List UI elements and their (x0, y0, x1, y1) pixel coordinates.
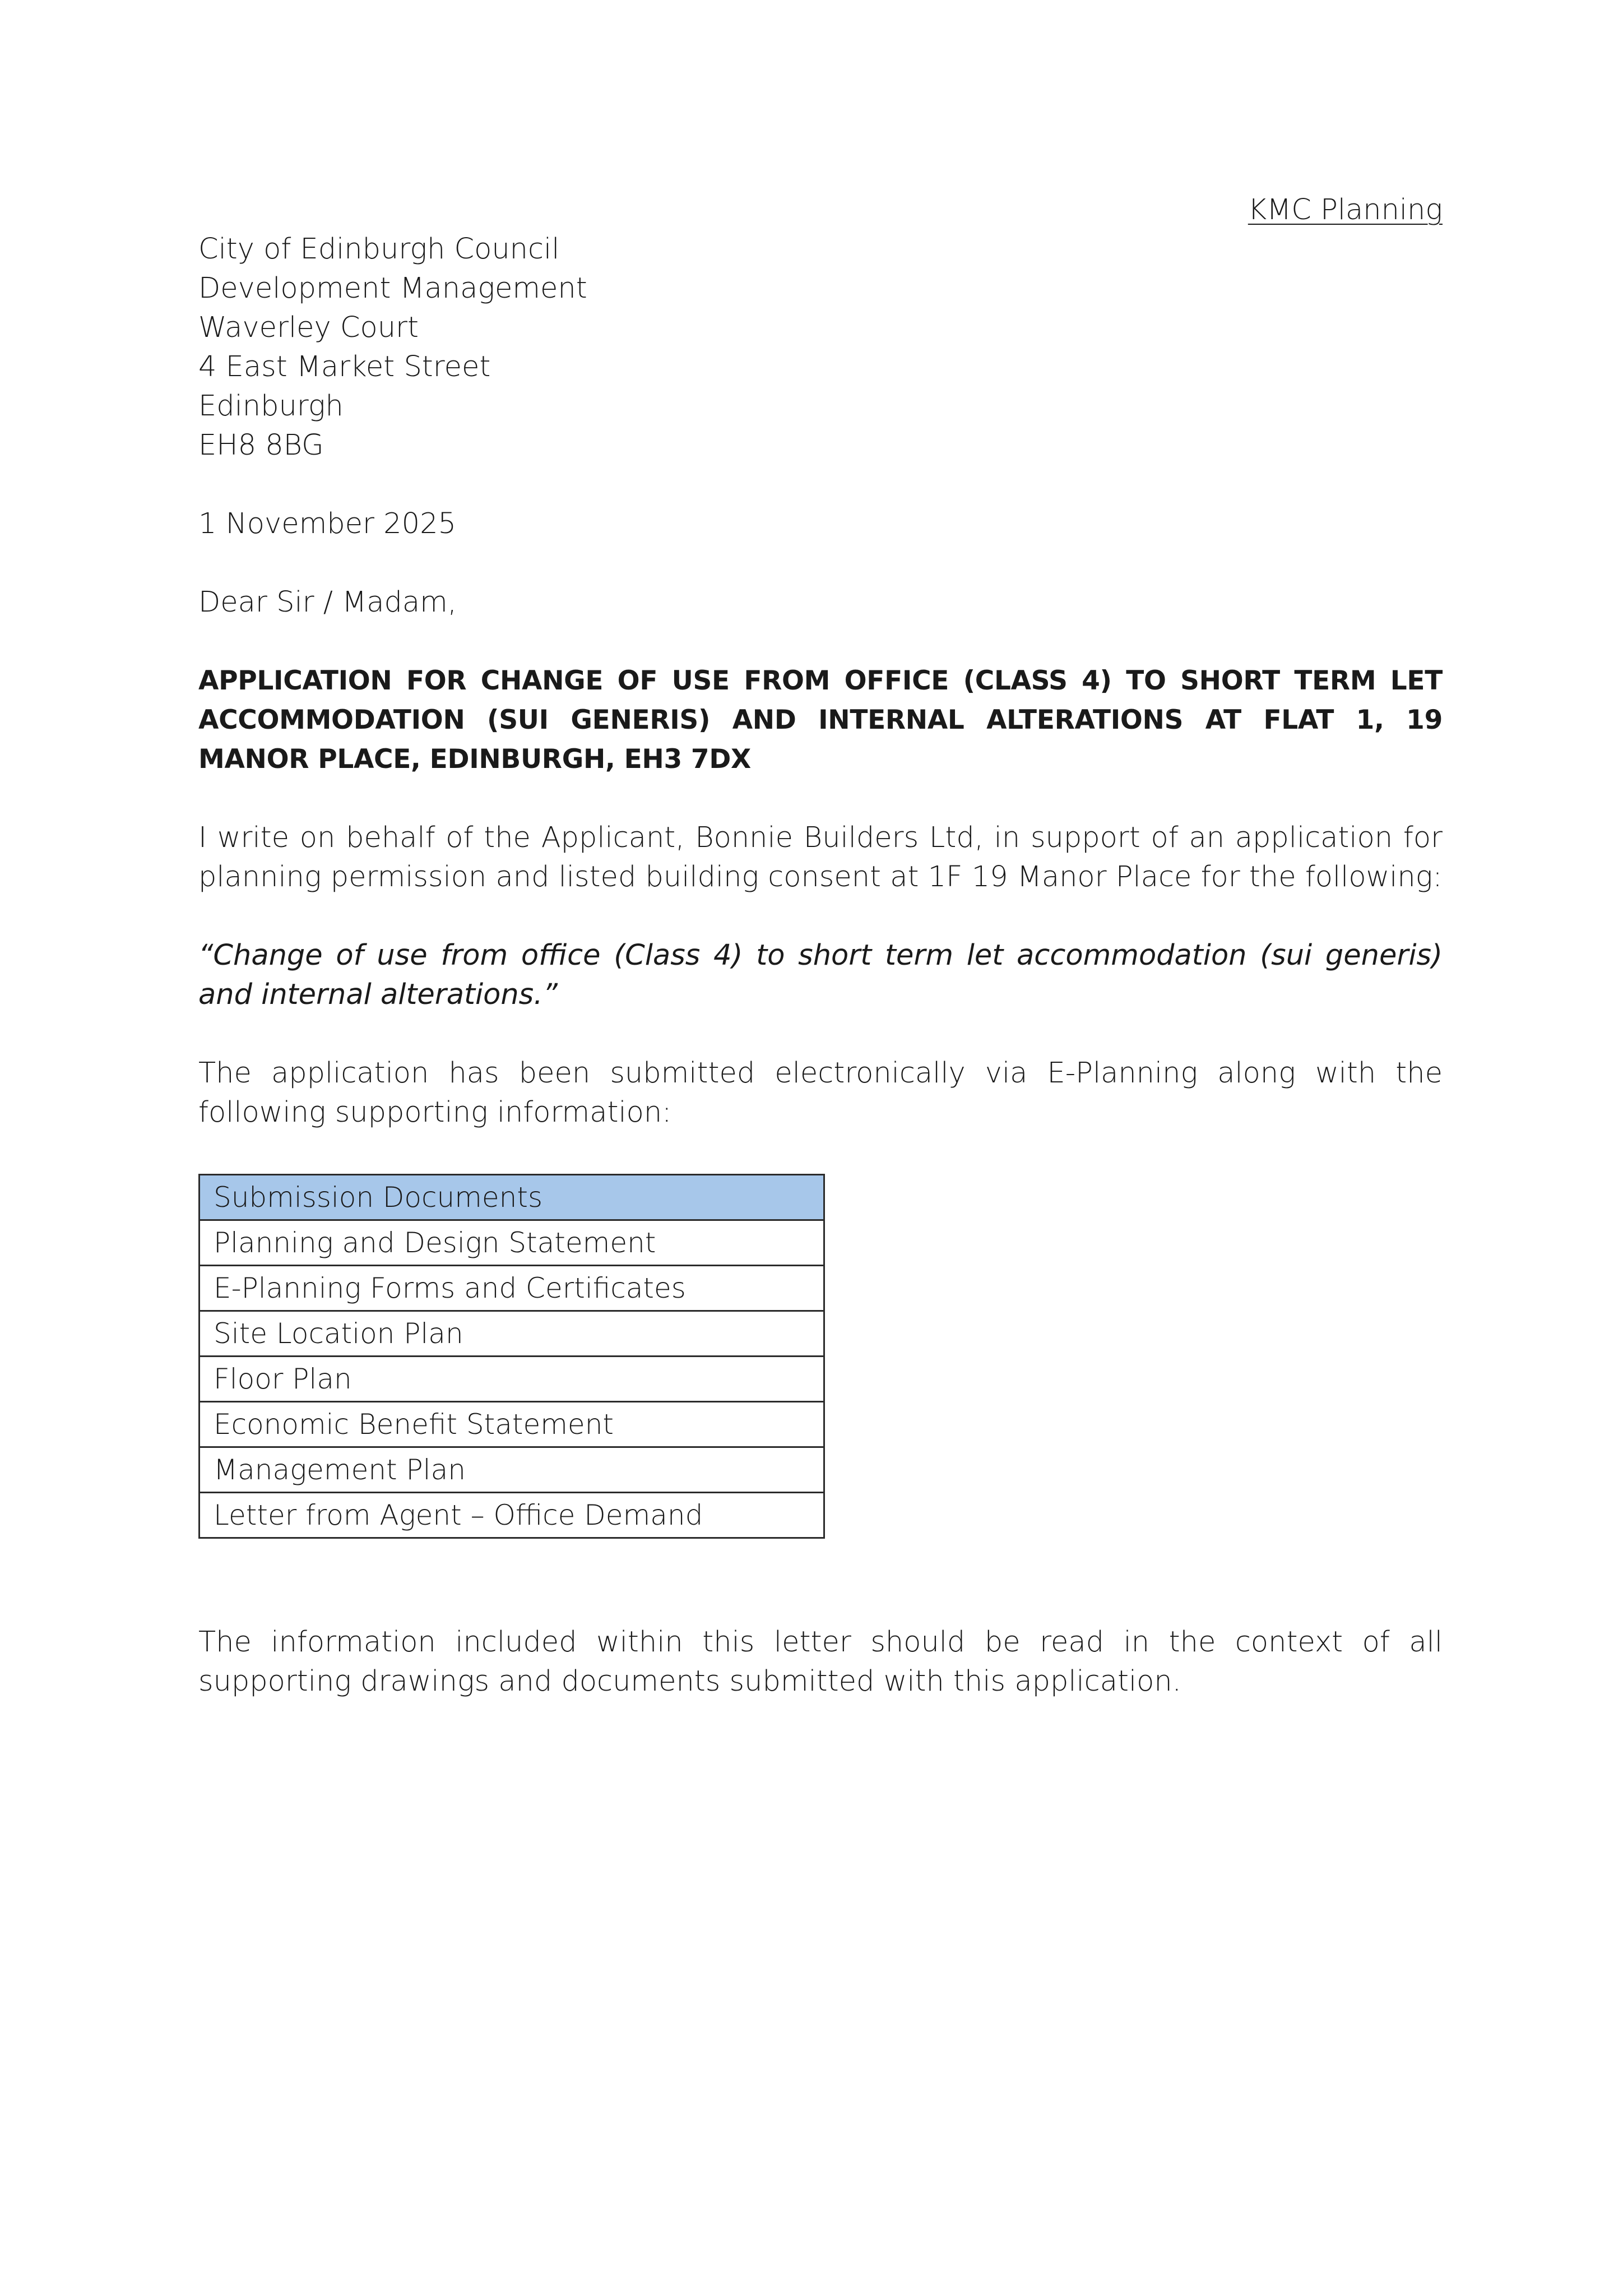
address-line: Waverley Court (198, 311, 419, 344)
table-row (200, 1402, 824, 1447)
subject-heading: APPLICATION FOR CHANGE OF USE FROM OFFICE (CLASS 4) TO SHORT TERM LET ACCOMMODATION (SUI GENERIS) AND INTERNAL ALTERATIONS AT FLAT 1, 19 MANOR PLACE, EDINBURGH, EH3 7DX (198, 665, 1443, 775)
table-cell: Management Plan (200, 1447, 824, 1493)
table-row (200, 1357, 824, 1402)
table-cell: Site Location Plan (200, 1311, 824, 1357)
table-header-cell: Submission Documents (200, 1175, 824, 1220)
submission-documents-table (198, 1174, 825, 1539)
table-row (200, 1311, 824, 1357)
proposal-quote: “Change of use from office (Class 4) to short term let accommodation (sui generis) and internal alterations.” (198, 939, 1443, 1011)
letter-content (198, 191, 1443, 1701)
address-line: Development Management (198, 272, 587, 305)
recipient-address (198, 230, 1443, 465)
table-row (200, 1447, 824, 1493)
table-cell: Economic Benefit Statement (200, 1402, 824, 1447)
table-cell: Letter from Agent – Office Demand (200, 1493, 824, 1538)
table-row (200, 1220, 824, 1266)
table-cell: Floor Plan (200, 1357, 824, 1402)
table-cell: E-Planning Forms and Certificates (200, 1266, 824, 1311)
closing-paragraph: The information included within this letter should be read in the context of all supporting drawings and documents submitted with this application. (198, 1626, 1443, 1698)
address-line: EH8 8BG (198, 429, 324, 462)
sender-name: KMC Planning (1248, 193, 1443, 226)
address-line: City of Edinburgh Council (198, 233, 560, 266)
letter-date: 1 November 2025 (198, 507, 456, 540)
table-cell: Planning and Design Statement (200, 1220, 824, 1266)
submission-paragraph: The application has been submitted electronically via E-Planning along with the following supporting information: (198, 1057, 1443, 1129)
salutation: Dear Sir / Madam, (198, 586, 457, 619)
intro-paragraph: I write on behalf of the Applicant, Bonnie Builders Ltd, in support of an application for planning permission and listed building consent at 1F 19 Manor Place for the following: (198, 821, 1443, 894)
address-line: 4 East Market Street (198, 350, 491, 383)
table-row (200, 1266, 824, 1311)
table-row (200, 1493, 824, 1538)
table-header-row (200, 1175, 824, 1220)
address-line: Edinburgh (198, 390, 344, 423)
